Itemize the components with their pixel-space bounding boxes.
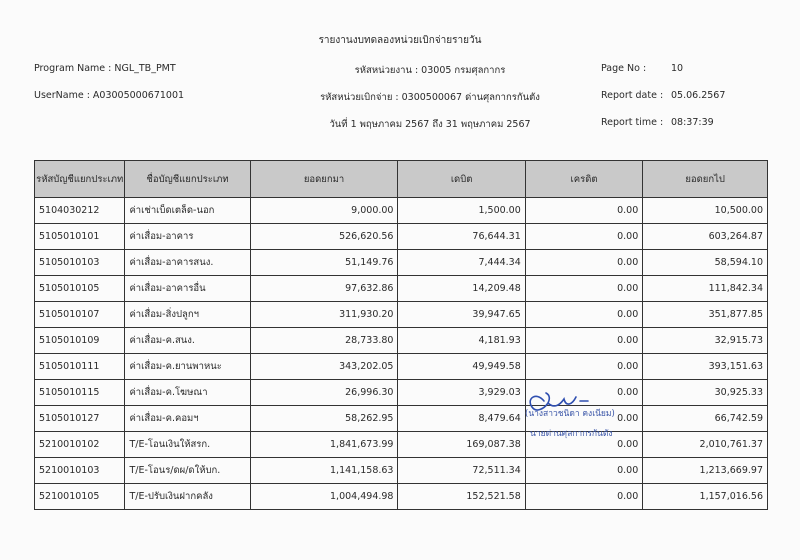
report-time-label: Report time : [601, 117, 664, 128]
cell-carried-forward: 1,157,016.56 [643, 484, 768, 510]
cell-account-name: ค่าเสื่อม-ค.ยานพาหนะ [125, 354, 250, 380]
table-row [35, 276, 768, 302]
table-row [35, 198, 768, 224]
cell-account-name: ค่าเสื่อม-ค.คอมฯ [125, 406, 250, 432]
cell-account-code: 5105010107 [35, 302, 125, 328]
cell-brought-forward: 1,841,673.99 [250, 432, 398, 458]
report-date-label: Report date : [601, 90, 664, 101]
cell-debit: 152,521.58 [398, 484, 525, 510]
cell-credit: 0.00 [525, 198, 642, 224]
cell-carried-forward: 30,925.33 [643, 380, 768, 406]
report-period: วันที่ 1 พฤษภาคม 2567 ถึง 31 พฤษภาคม 2567 [329, 119, 531, 130]
table-row [35, 484, 768, 510]
cell-account-code: 5104030212 [35, 198, 125, 224]
cell-debit: 39,947.65 [398, 302, 525, 328]
cell-carried-forward: 1,213,669.97 [643, 458, 768, 484]
cell-debit: 1,500.00 [398, 198, 525, 224]
cell-debit: 76,644.31 [398, 224, 525, 250]
cell-account-code: 5105010101 [35, 224, 125, 250]
cell-brought-forward: 51,149.76 [250, 250, 398, 276]
col-carried-forward: ยอดยกไป [643, 161, 768, 198]
cell-account-code: 5105010103 [35, 250, 125, 276]
cell-carried-forward: 32,915.73 [643, 328, 768, 354]
cell-account-name: ค่าเสื่อม-อาคาร [125, 224, 250, 250]
cell-debit: 8,479.64 [398, 406, 525, 432]
cell-credit: 0.00 [525, 354, 642, 380]
cell-brought-forward: 58,262.95 [250, 406, 398, 432]
table-row [35, 250, 768, 276]
program-name: Program Name : NGL_TB_PMT [34, 63, 176, 74]
cell-brought-forward: 311,930.20 [250, 302, 398, 328]
cell-brought-forward: 28,733.80 [250, 328, 398, 354]
table-row [35, 458, 768, 484]
cell-carried-forward: 58,594.10 [643, 250, 768, 276]
cell-carried-forward: 2,010,761.37 [643, 432, 768, 458]
cell-account-code: 5210010103 [35, 458, 125, 484]
cell-account-name: ค่าเสื่อม-ค.สนง. [125, 328, 250, 354]
cell-account-code: 5210010105 [35, 484, 125, 510]
cell-credit: 0.00 [525, 458, 642, 484]
cell-credit: 0.00 [525, 380, 642, 406]
cell-debit: 7,444.34 [398, 250, 525, 276]
cell-account-code: 5105010111 [35, 354, 125, 380]
cell-account-name: ค่าเสื่อม-ค.โฆษณา [125, 380, 250, 406]
table-row [35, 302, 768, 328]
cell-debit: 169,087.38 [398, 432, 525, 458]
cell-account-name: T/E-ปรับเงินฝากคลัง [125, 484, 250, 510]
col-account-name: ชื่อบัญชีแยกประเภท [125, 161, 250, 198]
cell-account-code: 5210010102 [35, 432, 125, 458]
cell-credit: 0.00 [525, 328, 642, 354]
cell-credit: 0.00 [525, 302, 642, 328]
cell-carried-forward: 351,877.85 [643, 302, 768, 328]
cell-account-code: 5105010115 [35, 380, 125, 406]
report-date: 05.06.2567 [671, 90, 726, 101]
cell-account-code: 5105010105 [35, 276, 125, 302]
cell-account-name: T/E-โอนเงินให้สรก. [125, 432, 250, 458]
cell-carried-forward: 603,264.87 [643, 224, 768, 250]
cell-account-code: 5105010127 [35, 406, 125, 432]
cell-credit: 0.00 [525, 224, 642, 250]
report-title: รายงานงบทดลองหน่วยเบิกจ่ายรายวัน [318, 35, 482, 46]
cell-carried-forward: 393,151.63 [643, 354, 768, 380]
cell-debit: 49,949.58 [398, 354, 525, 380]
table-row [35, 432, 768, 458]
signatory-name: (นางสาวชนิดา คงเนียม) [525, 409, 615, 419]
trial-balance-table [34, 160, 768, 510]
cell-brought-forward: 9,000.00 [250, 198, 398, 224]
agency-code: รหัสหน่วยงาน : 03005 กรมศุลกากร [354, 65, 506, 76]
cell-brought-forward: 1,141,158.63 [250, 458, 398, 484]
signatory-position: นายด่านศุลกากรกันตัง [530, 429, 613, 439]
cell-account-name: ค่าเช่าเบ็ดเตล็ด-นอก [125, 198, 250, 224]
cell-credit: 0.00 [525, 406, 642, 432]
cell-brought-forward: 26,996.30 [250, 380, 398, 406]
cell-debit: 4,181.93 [398, 328, 525, 354]
cell-credit: 0.00 [525, 432, 642, 458]
page-label: Page No : [601, 63, 647, 74]
table-row [35, 354, 768, 380]
cell-brought-forward: 343,202.05 [250, 354, 398, 380]
cell-debit: 72,511.34 [398, 458, 525, 484]
cell-account-name: T/E-โอนร/ดผ/ดให้บก. [125, 458, 250, 484]
username: UserName : A03005000671001 [34, 90, 185, 101]
table-row [35, 406, 768, 432]
cell-carried-forward: 66,742.59 [643, 406, 768, 432]
disbursing-unit: รหัสหน่วยเบิกจ่าย : 0300500067 ด่านศุลกากรกันตัง [320, 92, 540, 103]
cell-credit: 0.00 [525, 484, 642, 510]
cell-account-name: ค่าเสื่อม-สิ่งปลูกฯ [125, 302, 250, 328]
cell-brought-forward: 526,620.56 [250, 224, 398, 250]
cell-credit: 0.00 [525, 276, 642, 302]
cell-debit: 14,209.48 [398, 276, 525, 302]
report-time: 08:37:39 [671, 117, 714, 128]
table-row [35, 328, 768, 354]
cell-account-code: 5105010109 [35, 328, 125, 354]
table-header-row [35, 161, 768, 198]
table-row [35, 380, 768, 406]
page-number: 10 [671, 63, 684, 74]
col-account-code: รหัสบัญชีแยกประเภท [35, 161, 125, 198]
col-credit: เครดิต [525, 161, 642, 198]
cell-account-name: ค่าเสื่อม-อาคารอื่น [125, 276, 250, 302]
cell-carried-forward: 10,500.00 [643, 198, 768, 224]
cell-account-name: ค่าเสื่อม-อาคารสนง. [125, 250, 250, 276]
table-row [35, 224, 768, 250]
cell-carried-forward: 111,842.34 [643, 276, 768, 302]
cell-debit: 3,929.03 [398, 380, 525, 406]
cell-brought-forward: 97,632.86 [250, 276, 398, 302]
cell-credit: 0.00 [525, 250, 642, 276]
col-brought-forward: ยอดยกมา [250, 161, 398, 198]
cell-brought-forward: 1,004,494.98 [250, 484, 398, 510]
col-debit: เดบิต [398, 161, 525, 198]
